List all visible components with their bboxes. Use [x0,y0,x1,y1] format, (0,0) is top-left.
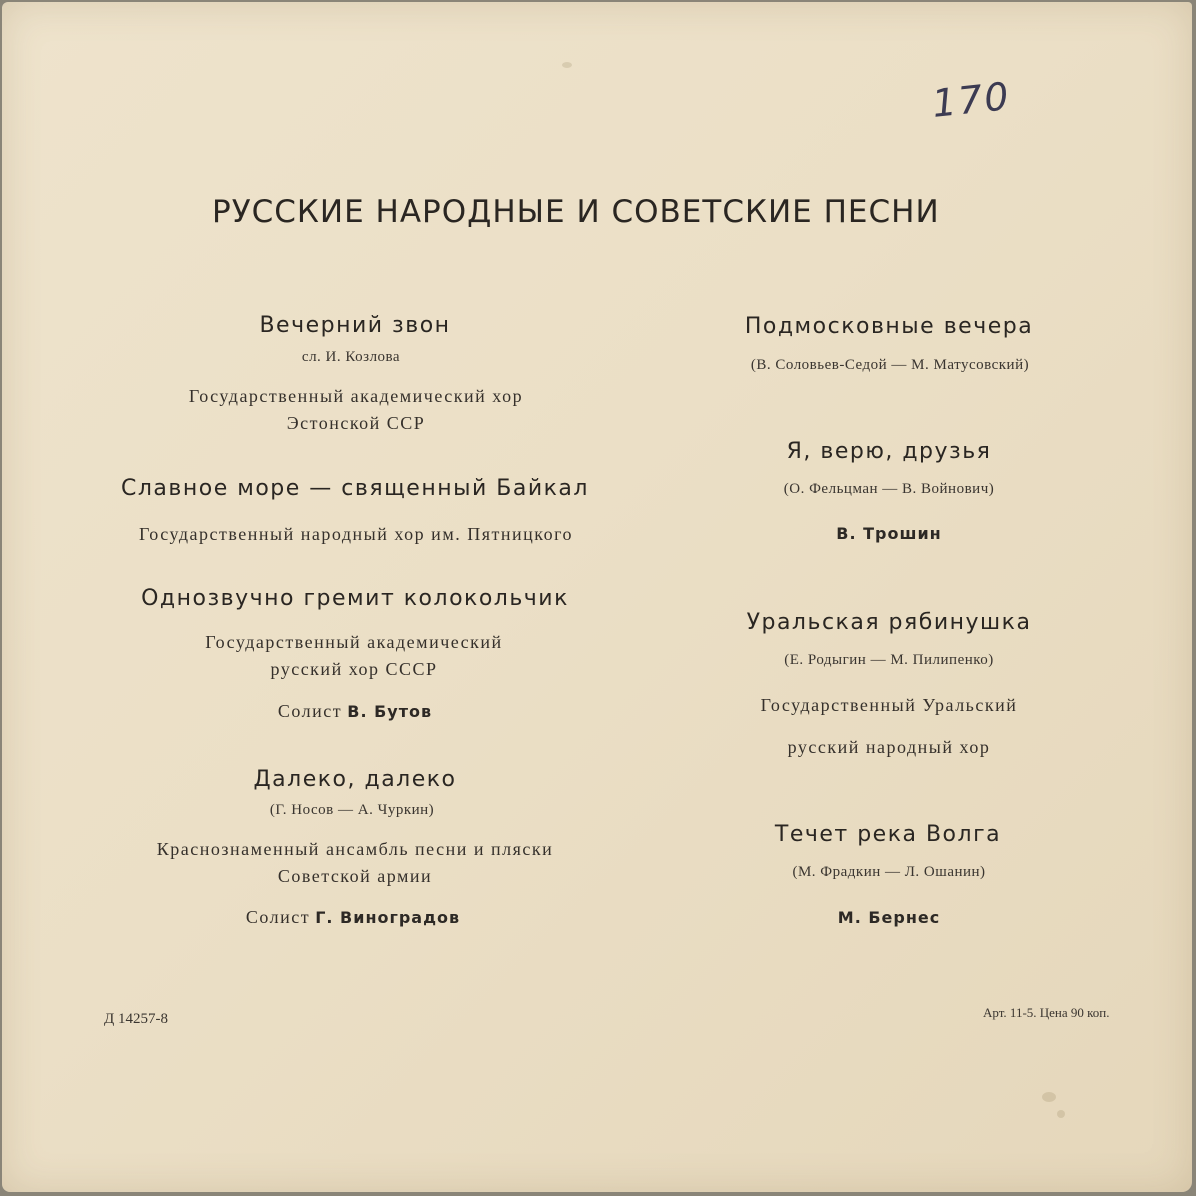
song-title: Я, верю, друзья [786,439,992,464]
performer-line: Государственный народный хор им. Пятницкого [138,524,574,544]
song-title: Течет река Волга [774,822,1002,847]
song-title: Однозвучно гремит колокольчик [141,586,569,611]
song-credit: (О. Фельцман — В. Войнович) [783,481,995,497]
performer-line: Государственный академический [205,632,503,652]
song-title: Далеко, далеко [253,767,457,792]
song-title: Вечерний звон [259,313,451,338]
song-title: Подмосковные вечера [744,314,1034,339]
song-title: Славное море — священный Байкал [121,476,589,501]
soloist-line [278,701,432,722]
album-title: РУССКИЕ НАРОДНЫЕ И СОВЕТСКИЕ ПЕСНИ [212,194,940,230]
song-credit: (Е. Родыгин — М. Пилипенко) [784,652,994,668]
handwritten-number: 170 [929,74,1013,126]
song-credit: (Г. Носов — А. Чуркин) [269,802,435,818]
song-credit: сл. И. Козлова [301,349,401,365]
soloist-name: В. Бутов [347,702,433,721]
performer-line: русский народный хор [787,737,991,757]
performer-name: В. Трошин [836,524,942,543]
performer-line: Государственный Уральский [760,695,1018,715]
catalog-number: Д 14257-8 [104,1011,168,1027]
performer-line: Советской армии [277,866,433,886]
performer-line: Краснознаменный ансамбль песни и пляски [156,839,554,859]
performer-line: Государственный академический хор [188,386,524,406]
soloist-line [246,907,460,928]
paper-stain [1042,1092,1056,1102]
song-credit: (М. Фрадкин — Л. Ошанин) [792,864,986,880]
soloist-name: Г. Виноградов [315,908,461,927]
performer-line: Эстонской ССР [286,413,426,433]
performer-line: русский хор СССР [270,659,438,679]
performer-name: М. Бернес [837,908,941,927]
song-title: Уральская рябинушка [746,610,1032,635]
record-sleeve-back [2,2,1192,1192]
song-credit: (В. Соловьев-Седой — М. Матусовский) [750,357,1030,373]
soloist-label: Солист [277,701,343,721]
paper-stain [562,62,572,68]
paper-stain [1057,1110,1065,1118]
soloist-label: Солист [245,907,311,927]
price-note: Арт. 11-5. Цена 90 коп. [983,1005,1110,1020]
